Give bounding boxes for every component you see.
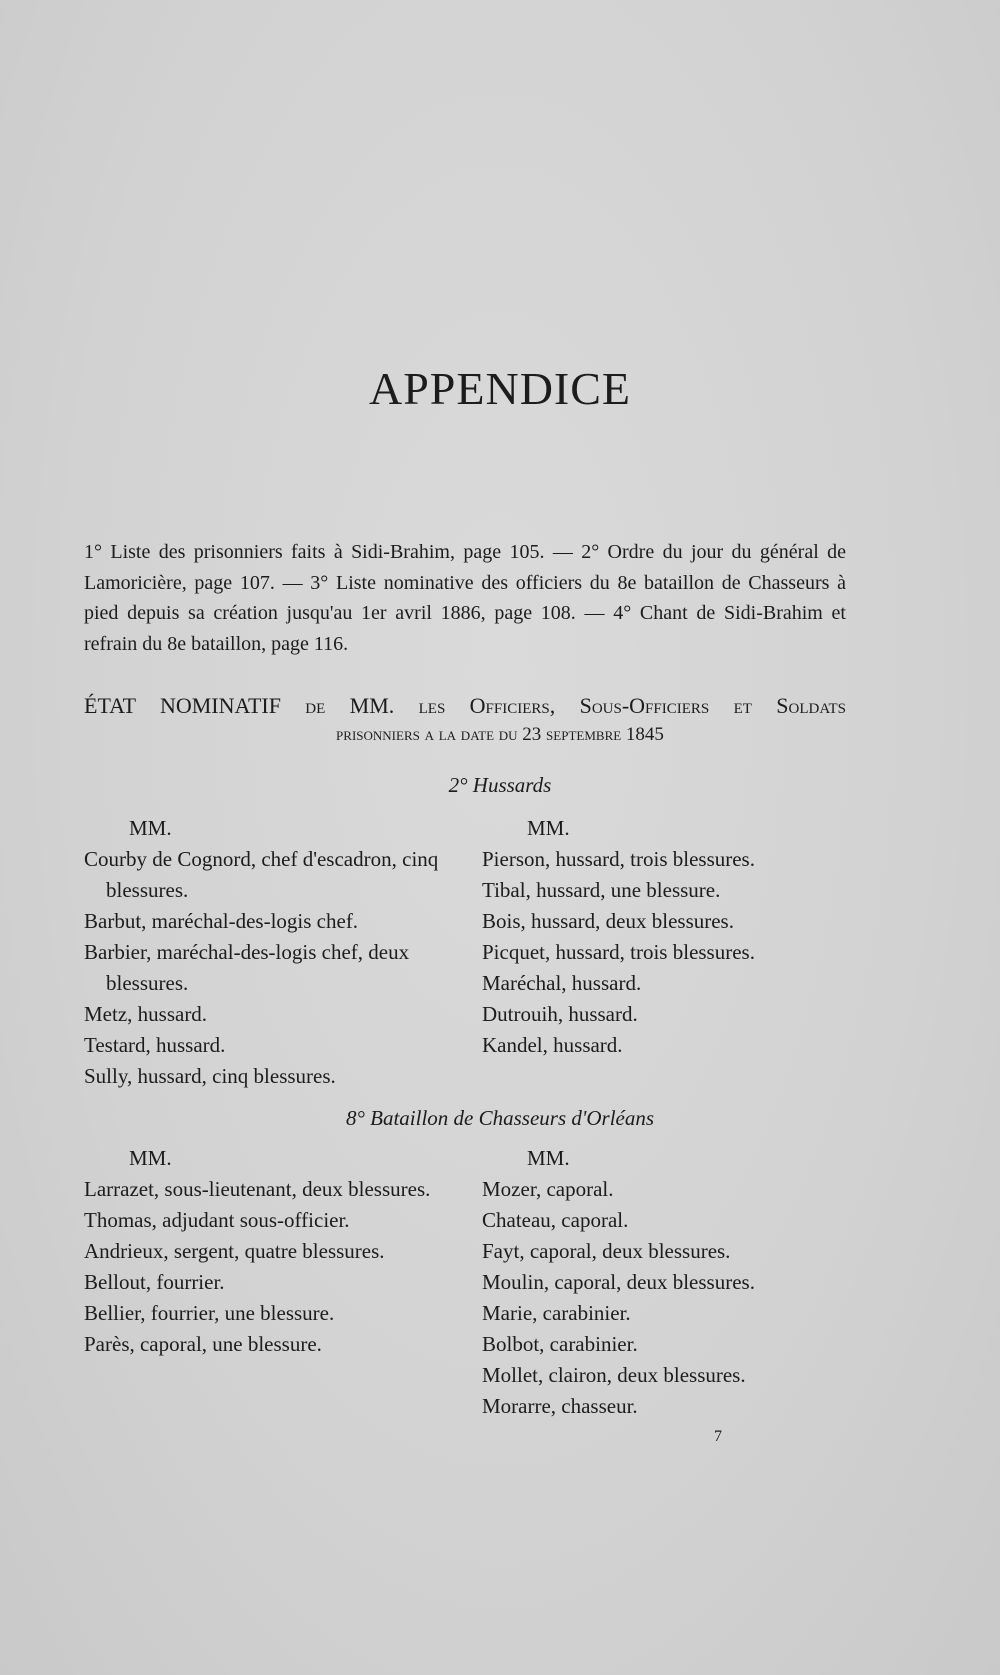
list-item: Moulin, caporal, deux blessures. bbox=[482, 1270, 755, 1294]
list-item: Parès, caporal, une blessure. bbox=[84, 1332, 322, 1356]
etat-subheading: prisonniers a la date du 23 septembre 1845 bbox=[336, 724, 664, 745]
list-item: Kandel, hussard. bbox=[482, 1033, 623, 1057]
list-item: Fayt, caporal, deux blessures. bbox=[482, 1239, 731, 1263]
list-item: Barbut, maréchal-des-logis chef. bbox=[84, 909, 359, 933]
chasseurs-left-column bbox=[84, 1143, 454, 1360]
list-item: Morarre, chasseur. bbox=[482, 1394, 638, 1418]
intro-paragraph: 1° Liste des prisonniers faits à Sidi-Brahim, page 105. — 2° Ordre du jour du général de Lamoricière, page 107. — 3° Liste nominative des officiers du 8e bataillon de Chasseurs à pied depuis sa création jusqu'au 1er avril 1886, page 108. — 4° Chant de Sidi-Brahim et refrain du 8e bataillon, page 116. bbox=[84, 541, 846, 655]
list-item: Bois, hussard, deux blessures. bbox=[482, 909, 734, 933]
list-item: Andrieux, sergent, quatre blessures. bbox=[84, 1239, 385, 1263]
page-title: APPENDICE bbox=[368, 363, 632, 414]
list-item: Courby de Cognord, chef d'escadron, cinq blessures. bbox=[84, 847, 439, 902]
list-item: Dutrouih, hussard. bbox=[482, 1002, 638, 1026]
list-item: Mozer, caporal. bbox=[482, 1177, 614, 1201]
list-item: Pierson, hussard, trois blessures. bbox=[482, 847, 755, 871]
column-header: MM. bbox=[129, 816, 172, 840]
list-item: Chateau, caporal. bbox=[482, 1208, 629, 1232]
list-item: Bolbot, carabinier. bbox=[482, 1332, 638, 1356]
column-header: MM. bbox=[527, 1146, 570, 1170]
column-header: MM. bbox=[527, 816, 570, 840]
etat-heading: ÉTAT NOMINATIF de MM. les Officiers, Sous-Officiers et Soldats bbox=[84, 693, 846, 718]
page-number: 7 bbox=[714, 1428, 722, 1445]
list-item: Larrazet, sous-lieutenant, deux blessures. bbox=[84, 1177, 431, 1201]
list-item: Bellier, fourrier, une blessure. bbox=[84, 1301, 335, 1325]
hussards-left-column bbox=[84, 813, 454, 1092]
list-item: Tibal, hussard, une blessure. bbox=[482, 878, 721, 902]
list-item: Mollet, clairon, deux blessures. bbox=[482, 1363, 746, 1387]
list-item: Thomas, adjudant sous-officier. bbox=[84, 1208, 350, 1232]
list-item: Barbier, maréchal-des-logis chef, deux blessures. bbox=[84, 940, 410, 995]
chasseurs-right-column bbox=[482, 1143, 862, 1422]
list-item: Bellout, fourrier. bbox=[84, 1270, 225, 1294]
list-item: Picquet, hussard, trois blessures. bbox=[482, 940, 755, 964]
list-item: Marie, carabinier. bbox=[482, 1301, 631, 1325]
section-heading-hussards: 2° Hussards bbox=[448, 773, 552, 797]
column-header: MM. bbox=[129, 1146, 172, 1170]
list-item: Maréchal, hussard. bbox=[482, 971, 642, 995]
list-item: Sully, hussard, cinq blessures. bbox=[84, 1064, 336, 1088]
list-item: Metz, hussard. bbox=[84, 1002, 208, 1026]
section-heading-chasseurs: 8° Bataillon de Chasseurs d'Orléans bbox=[345, 1106, 655, 1130]
list-item: Testard, hussard. bbox=[84, 1033, 226, 1057]
hussards-right-column bbox=[482, 813, 862, 1061]
